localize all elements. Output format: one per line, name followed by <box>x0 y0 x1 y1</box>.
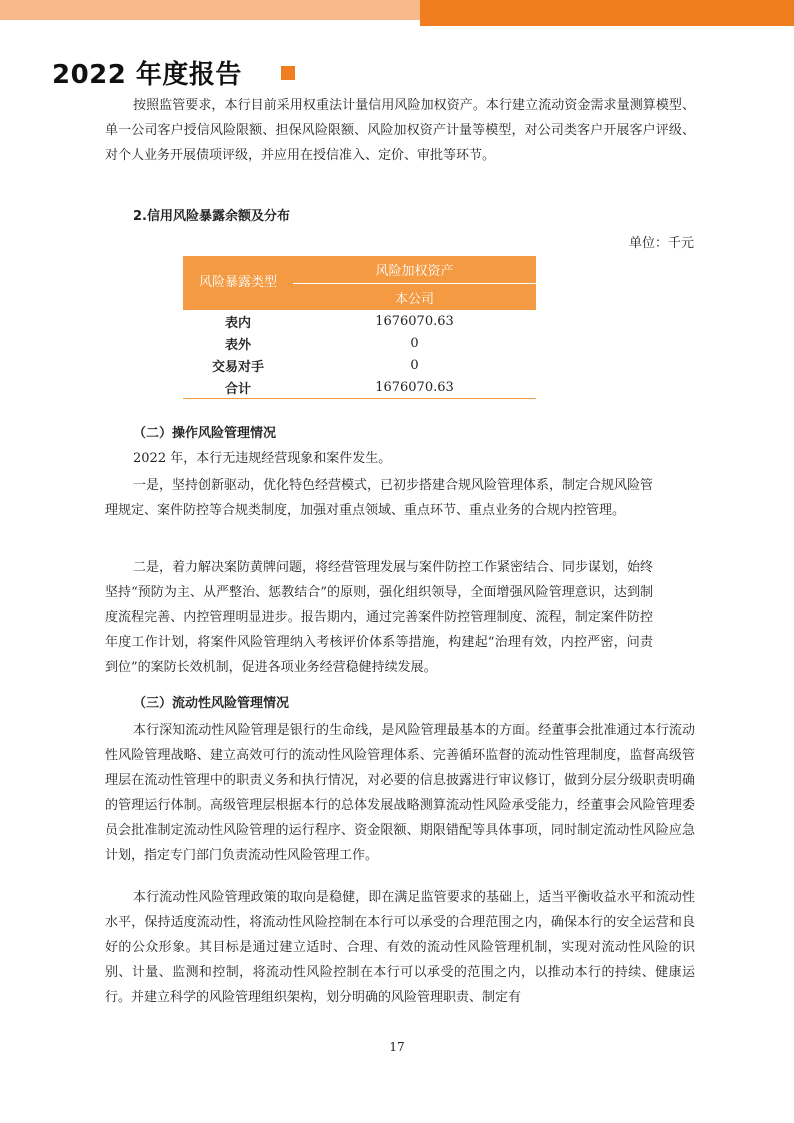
row-label: 合计 <box>183 376 293 399</box>
risk-exposure-table <box>183 256 536 399</box>
row-value: 1676070.63 <box>293 376 536 399</box>
table-row <box>183 310 536 332</box>
unit-label: 单位：千元 <box>628 236 694 251</box>
row-value: 0 <box>410 357 419 373</box>
row-value: 0 <box>410 335 419 351</box>
op-risk-heading: （二）操作风险管理情况 <box>133 426 277 441</box>
op-risk-paragraph-1: 2022 年，本行无违规经营现象和案件发生。 <box>133 451 392 466</box>
report-title: 2022 年度报告 <box>52 60 242 90</box>
row-label: 表外 <box>224 337 251 353</box>
table-row <box>183 332 536 354</box>
op-risk-paragraph-3: 二是，着力解决案防黄牌问题，将经营管理发展与案件防控工作紧密结合、同步谋划，始终坚持“预防为主、从严整治、惩教结合”的原则，强化组织领导，全面增强风险管理意识，达到制度流程完善、内控管理明显进步。报告期内，通过完善案件防控管理制度、流程，制定案件防控年度工作计划，将案件风险管理纳入考核评价体系等措施，构建起“治理有效，内控严密，问责到位”的案防长效机制，促进各项业务经营稳健持续发展。 <box>105 560 654 675</box>
intro-paragraph: 按照监管要求，本行目前采用权重法计量信用风险加权资产。本行建立流动资金需求量测算模型、单一公司客户授信风险限额、担保风险限额、风险加权资产计量等模型，对公司类客户开展客户评级、对个人业务开展债项评级，并应用在授信准入、定价、审批等环节。 <box>105 98 695 163</box>
op-risk-paragraph-2: 一是，坚持创新驱动，优化特色经营模式，已初步搭建合规风险管理体系，制定合规风险管理规定、案件防控等合规类制度，加强对重点领域、重点环节、重点业务的合规内控管理。 <box>105 478 654 518</box>
table-row <box>183 376 536 399</box>
row-label: 交易对手 <box>211 359 264 375</box>
row-value: 1676070.63 <box>375 313 454 329</box>
page-number: 17 <box>389 1040 405 1054</box>
table-row <box>183 354 536 376</box>
col-self-header: 本公司 <box>293 284 536 311</box>
liquidity-heading: （三）流动性风险管理情况 <box>133 696 290 711</box>
header-band-dark <box>420 0 794 26</box>
liquidity-paragraph-2: 本行流动性风险管理政策的取向是稳健，即在满足监管要求的基础上，适当平衡收益水平和流动性水平，保持适度流动性，将流动性风险控制在本行可以承受的合理范围之内，确保本行的安全运营和良好的公众形象。其目标是通过建立适时、合理、有效的流动性风险管理机制，实现对流动性风险的识别、计量、监测和控制，将流动性风险控制在本行可以承受的范围之内，以推动本行的持续、健康运行。并建立科学的风险管理组织架构，划分明确的风险管理职责、制定有 <box>105 890 695 1005</box>
col-type-header: 风险暴露类型 <box>183 256 293 310</box>
section2-heading: 2.信用风险暴露余额及分布 <box>133 209 290 224</box>
col-rwa-header: 风险加权资产 <box>293 256 536 284</box>
liquidity-paragraph-1: 本行深知流动性风险管理是银行的生命线，是风险管理最基本的方面。经董事会批准通过本行流动性风险管理战略、建立高效可行的流动性风险管理体系、完善循环监督的流动性管理制度，监督高级管理层在流动性管理中的职责义务和执行情况，对必要的信息披露进行审议修订，做到分层分级职责明确的管理运行体制。高级管理层根据本行的总体发展战略测算流动性风险承受能力，经董事会风险管理委员会批准制定流动性风险管理的运行程序、资金限额、期限错配等具体事项，同时制定流动性风险应急计划，指定专门部门负责流动性风险管理工作。 <box>105 723 695 863</box>
title-accent-square <box>281 66 295 80</box>
row-label: 表内 <box>224 315 251 331</box>
